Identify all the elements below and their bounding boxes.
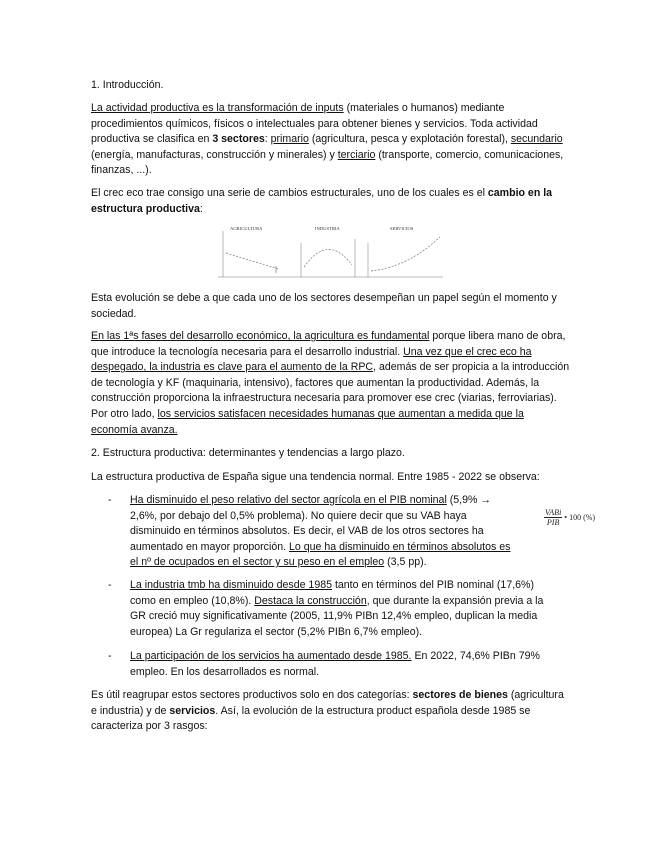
formula-multiplier: • 100 (%) [564, 513, 596, 522]
text-run: : [264, 133, 271, 146]
text-run: (agricultura e industria) y de [91, 689, 564, 717]
text-run: En 2022, 74,6% PIBn 79% empleo. En los desarrollados es normal. [130, 650, 540, 678]
paragraph-crec-eco [91, 186, 571, 217]
underlined-text: Lo que ha disminuido en términos absolutos es el nº de ocupados en el sector y su peso en el empleo [130, 540, 511, 569]
underlined-text: Una vez que el crec eco ha despegado, la industria es clave para el aumento de la RPC [91, 345, 532, 374]
paragraph-reagrupar [91, 688, 571, 735]
paragraph-actividad-productiva [91, 101, 571, 179]
sector-evolution-charts [218, 221, 443, 281]
underlined-text: secundario [510, 133, 563, 146]
heading-estructura-productiva: 2. Estructura productiva: determinantes y tendencias a largo plazo. [91, 447, 405, 459]
underlined-text: En las 1ªs fases del desarrollo económico, la agricultura es fundamental [91, 330, 430, 342]
chart-label-industria: INDUSTRIA [315, 226, 340, 231]
formula-denominator: PIB [546, 518, 560, 527]
text-run: (materiales o humanos) mediante procedimientos químicos, físicos o intelectuales para obtener bienes y servicios. Toda actividad productiva se clasifica en [91, 102, 538, 146]
chart-label-servicios: SERVICIOS [390, 226, 414, 231]
underlined-text: primario [270, 133, 309, 146]
bold-text: 3 sectores [212, 133, 265, 146]
vab-formula [544, 508, 595, 527]
text-run: porque libera mano de obra, que introduce la tecnología necesaria para el desarrollo industrial. [91, 330, 566, 358]
text-run: El crec eco trae consigo una serie de cambios estructurales, uno de los cuales es el [91, 187, 488, 199]
paragraph-tendencia-normal: La estructura productiva de España sigue una tendencia normal. Entre 1985 - 2022 se observa: [91, 471, 540, 483]
underlined-text: Destaca la construcción [254, 594, 367, 607]
text-run: Es útil reagrupar estos sectores productivos solo en dos categorías: [91, 689, 413, 701]
text-run: (energía, manufacturas, construcción y minerales) y [91, 148, 338, 161]
text-run: tanto en términos del PIB nominal (17,6%) como en empleo (10,8%). [130, 579, 534, 607]
industria-trend [304, 249, 352, 267]
text-run: : [199, 202, 203, 215]
underlined-text: La participación de los servicios ha aumentado desde 1985. [130, 650, 412, 662]
agricultura-trend [226, 253, 278, 269]
underlined-text: terciario [337, 148, 376, 161]
underlined-text: Ha disminuido el peso relativo del sector agrícola en el PIB nominal [130, 494, 447, 506]
text-run: . Así, la evolución de la estructura product española desde 1985 se caracteriza por 3 rasgos: [91, 704, 531, 733]
formula-fraction [544, 508, 562, 527]
underlined-text: La industria tmb ha disminuido desde 1985 [130, 579, 333, 591]
heading-introduccion: 1. Introducción. [91, 79, 164, 91]
paragraph-fases-desarrollo [91, 329, 571, 438]
text-run: , que durante la expansión previa a la GR creció muy significativamente (2005, 11,9% PIBn 12,4% empleo, duplican la media europea) La Gr regulariza el sector (5,2% PIBn 6,7% empleo). [130, 594, 544, 638]
text-run: (agricultura, pesca y explotación forestal), [308, 133, 511, 146]
text-run: (5,9% → 2,6%, por debajo del 0,5% problema). No quiere decir que su VAB haya disminuido en términos absolutos. Es decir, el VAB de los otros sectores ha aumentado en mayor proporción. [130, 494, 491, 553]
bullet-dash: - [108, 494, 112, 506]
formula-numerator: VABi [545, 508, 562, 517]
bullet-dash: - [108, 650, 112, 662]
bold-text: cambio en la estructura productiva [91, 187, 553, 215]
text-run: (3,5 pp). [384, 556, 427, 569]
text-run: , además de ser propicia a la introducción de tecnología y KF (maquinaria, intensivo), factores que aumentan la productividad. Además, la construcción proporciona la infraestructura necesaria para promover ese crec (viarias, ferroviarias). Por otro lado, [91, 361, 570, 420]
servicios-trend [371, 237, 440, 271]
bullet-agricola [130, 493, 515, 571]
underlined-text: La actividad productiva es la transformación de inputs [91, 102, 344, 114]
bold-text: sectores de bienes [412, 689, 508, 701]
bullet-industria [130, 578, 550, 640]
bold-text: servicios [169, 704, 216, 717]
bullet-dash: - [108, 579, 112, 591]
underlined-text: los servicios satisfacen necesidades humanas que aumentan a medida que la economía avanza. [91, 407, 524, 436]
paragraph-evolucion: Esta evolución se debe a que cada uno de los sectores desempeñan un papel según el momento y sociedad. [91, 292, 557, 320]
chart-label-agricultura: AGRICULTURA [230, 226, 263, 231]
text-run: (transporte, comercio, comunicaciones, finanzas, ...). [91, 148, 564, 177]
bullet-servicios [130, 649, 550, 680]
